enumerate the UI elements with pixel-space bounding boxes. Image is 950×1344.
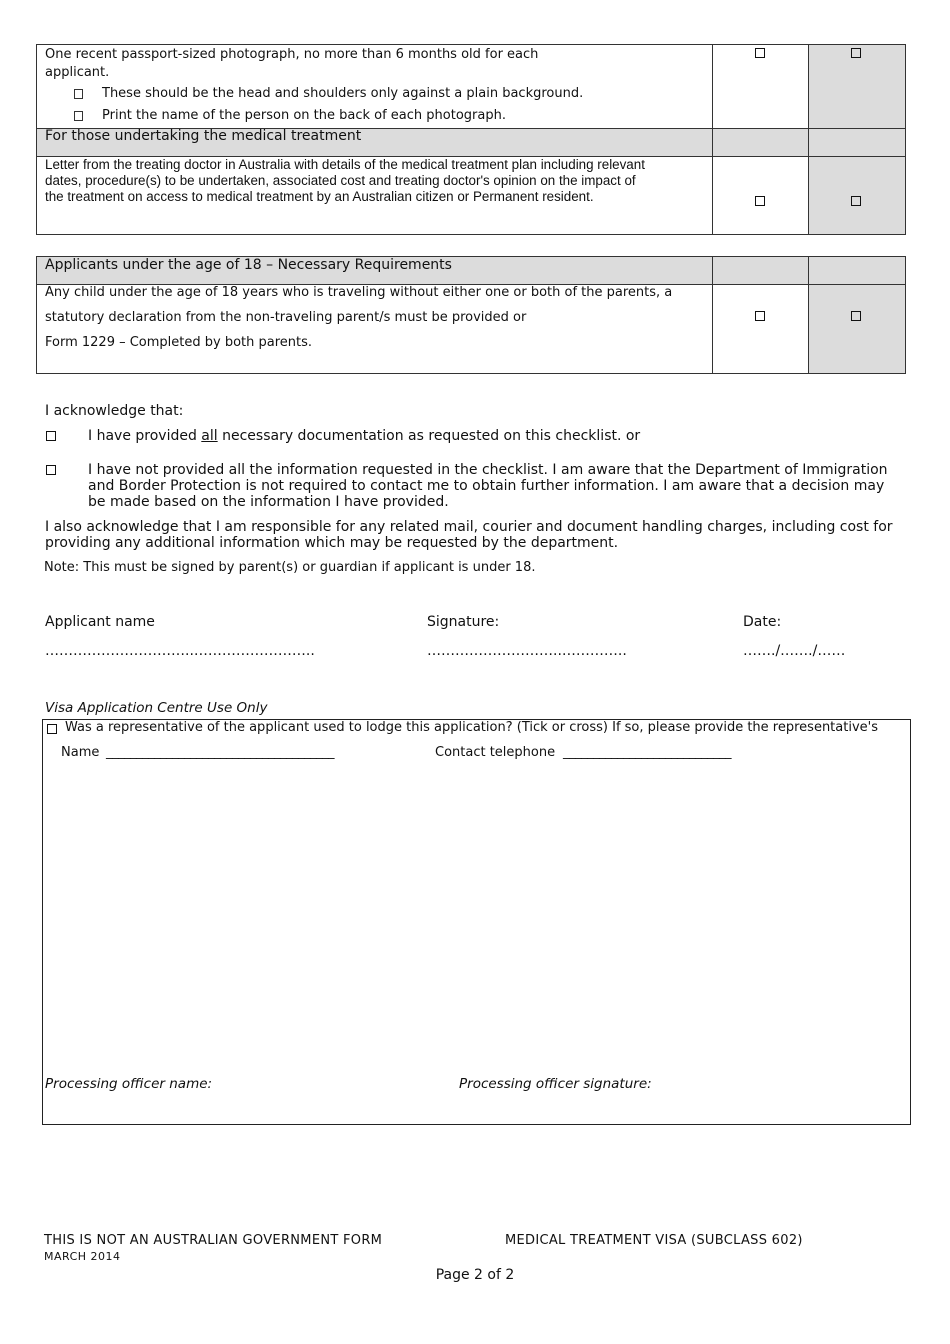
checklist-table-minors — [36, 256, 906, 374]
photo-requirement-line: applicant. — [45, 65, 110, 80]
column-divider — [808, 257, 809, 373]
column-divider — [712, 257, 713, 373]
minors-requirement-line: Any child under the age of 18 years who is traveling without either one or both of the parents, a — [45, 285, 673, 300]
page-number: Page 2 of 2 — [435, 1267, 515, 1283]
representative-checkbox[interactable] — [47, 724, 57, 734]
representative-contact-label: Contact telephone — [435, 745, 556, 760]
date-field[interactable]: ……./……./…… — [743, 643, 846, 659]
representative-name-field[interactable]: ______________________________________ — [106, 745, 334, 760]
officer-signature-label: Processing officer signature: — [459, 1076, 652, 1092]
acknowledge-intro: I acknowledge that: — [45, 403, 184, 419]
column-divider — [712, 45, 713, 234]
note — [44, 560, 535, 576]
representative-question: Was a representative of the applicant used to lodge this application? (Tick or cross) If so, please provide the representative's — [65, 720, 878, 735]
acknowledge-all-provided-checkbox[interactable] — [46, 431, 56, 441]
photo-bullet: These should be the head and shoulders only against a plain background. — [102, 86, 584, 101]
acknowledge-option-2-line: I have not provided all the information requested in the checklist. I am aware that the Department of Immigration — [88, 462, 888, 478]
signature-label: Signature: — [427, 614, 500, 630]
applicant-name-label: Applicant name — [45, 614, 155, 630]
checklist-table-photo-medical — [36, 44, 906, 235]
photo-bullet: Print the name of the person on the back of each photograph. — [102, 108, 506, 123]
note-text: This must be signed by parent(s) or guardian if applicant is under 18. — [79, 560, 536, 575]
footer-date: MARCH 2014 — [44, 1250, 121, 1263]
signature-field[interactable]: ………………………..………….. — [427, 643, 627, 659]
column-divider — [808, 45, 809, 234]
section-header: For those undertaking the medical treatment — [45, 128, 362, 144]
applicant-name-field[interactable]: …………………………..…………………….. — [45, 643, 315, 659]
office-checkbox[interactable] — [851, 311, 861, 321]
office-checkbox[interactable] — [851, 48, 861, 58]
representative-contact-field[interactable]: ____________________________ — [563, 745, 731, 760]
office-checkbox[interactable] — [851, 196, 861, 206]
charges-acknowledgement-line: providing any additional information which may be requested by the department. — [45, 535, 619, 551]
acknowledge-option-1 — [88, 428, 640, 444]
medical-requirement-line: Letter from the treating doctor in Australia with details of the medical treatment plan including relevant — [45, 157, 645, 172]
minors-requirement-line: Form 1229 – Completed by both parents. — [45, 335, 313, 350]
option-1-text: I have provided — [88, 428, 202, 444]
medical-requirement-line: the treatment on access to medical treatment by an Australian citizen or Permanent resident. — [45, 189, 594, 204]
option-1-text: necessary documentation as requested on this checklist. or — [217, 428, 641, 444]
footer-disclaimer: THIS IS NOT AN AUSTRALIAN GOVERNMENT FORM — [44, 1233, 383, 1248]
vac-use-box — [42, 719, 911, 1125]
bullet-box-icon — [74, 111, 83, 121]
provided-checkbox[interactable] — [755, 196, 765, 206]
vac-title: Visa Application Centre Use Only — [45, 700, 268, 716]
acknowledge-option-2-line: be made based on the information I have provided. — [88, 494, 449, 510]
photo-requirement-line: One recent passport-sized photograph, no more than 6 months old for each — [45, 47, 539, 62]
option-1-emphasis: all — [201, 428, 218, 444]
representative-name-label: Name — [61, 745, 100, 760]
provided-checkbox[interactable] — [755, 311, 765, 321]
medical-requirement-line: dates, procedure(s) to be undertaken, associated cost and treating doctor's opinion on the impact of — [45, 173, 636, 188]
charges-acknowledgement-line: I also acknowledge that I am responsible for any related mail, courier and document handling charges, including cost for — [45, 519, 893, 535]
section-header: Applicants under the age of 18 – Necessary Requirements — [45, 257, 452, 273]
acknowledge-not-provided-checkbox[interactable] — [46, 465, 56, 475]
provided-checkbox[interactable] — [755, 48, 765, 58]
acknowledge-option-2-line: and Border Protection is not required to contact me to obtain further information. I am aware that a decision may — [88, 478, 885, 494]
bullet-box-icon — [74, 89, 83, 99]
date-label: Date: — [743, 614, 782, 630]
footer-form-title: MEDICAL TREATMENT VISA (SUBCLASS 602) — [505, 1233, 803, 1248]
minors-requirement-line: statutory declaration from the non-traveling parent/s must be provided or — [45, 310, 527, 325]
note-label: Note: — [44, 560, 80, 575]
officer-name-label: Processing officer name: — [45, 1076, 213, 1092]
